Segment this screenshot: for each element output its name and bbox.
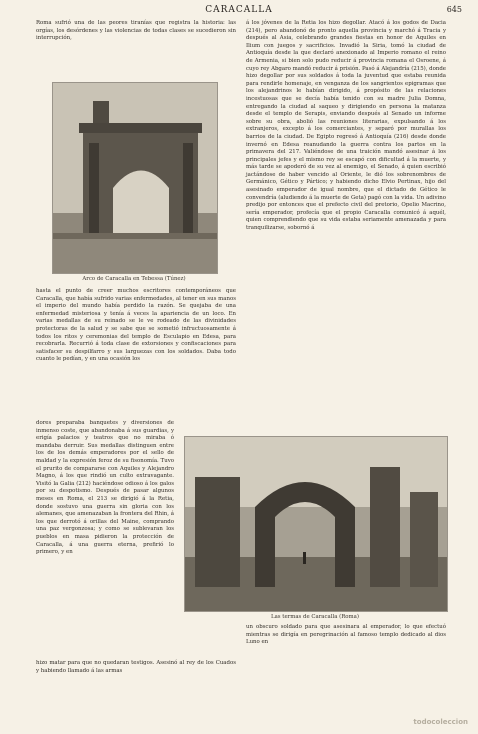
figure-arch-caption: Arco de Caracalla en Tebessa (Túnez) [82, 276, 186, 282]
figure-arch-tebessa [52, 82, 218, 274]
running-header-title: CARACALLA [205, 5, 273, 15]
text-right-top: á los jóvenes de la Retia los hizo degollar. Atacó á los godos de Dacia (214), pero abandonó de pronto aquella provincia y marchó á Tracia y después al Asia, celebrando grandes fiestas en honor de Aquiles en Ilium con juegos y sacrificios. Invadió la Siria, tomó la ciudad de Antioquía desde la que declaró anexionado al Imperio romano el reino de Armenia, si bien solo pudo reducir á provincia romana el Osroene, á cuyo rey Abgaro mandó reducir á prisión. Pasó á Alejandría (215), donde hizo degollar por sus soldados á toda la juventud que estaba reunida para rendirle homenaje, en venganza de los sangrientos epigramas que los alejandrinos le habían dirigido, á propósito de las relaciones incestuosas que se decía había tenido con su madre Julia Domna, entregando la ciudad al saqueo y dirigiendo en persona la matanza desde el templo de Serapis, enviando después al Senado un informe sobre su obra, abolió las reuniones literarias, expulsando á los extranjeros, excepto á los comerciantes, y separó por murallas los barrios de la ciudad. De Egipto regresó á Antioquía (216) desde donde invernó en Edesa reanudando la guerra contra los partos en la primavera del 217. Valiéndose de una traición mandó asesinar á los principales jefes y el mismo rey se escapó con dificultad á la muerte, y más tarde se apoderó de su vez al enemigo, el Senado, á quien escribió jactándose de haber vencido al Oriente, le dió los sobrenombres de Germánico, Gético y Pártico; y habiendo dicho Elvio Pertinax, hijo del asesinado emperador de igual nombre, que el dictado de Gético le convendría (aludiendo á la muerte de Geta) pagó con la vida. Un adivino predijo por entonces que el prefecto civil del pretorio, Opelio Macrino, sería emperador, profecía que el propio Caracalla comunicó á aquél, quien comprendiendo que su vida estaba seriamente amenazada y para tranquilizarse, sobornó á [246, 20, 446, 232]
baths-photo [185, 437, 447, 611]
left-column-bottom [36, 660, 236, 675]
text-left-top: Roma sufrió una de las peores tiranías que registra la historia: las orgías, los desórdenes y las violencias de todas clases se sucedieron sin interrupción, [36, 20, 236, 42]
figure-baths-caracalla [184, 436, 448, 612]
text-right-bottom: un obscuro soldado para que asesinara al emperador, lo que efectuó mientras se dirigía en peregrinación al famoso templo dedicado al dios Luno en [246, 624, 446, 646]
left-column-top [36, 20, 236, 43]
text-left-mid: hasta el punto de creer muchos escritores contemporáneos que Caracalla, que había sufrido varias enfermedades, al tener en sus manos el imperio del mundo había perdido la razón. Se quejaba de una enfermedad misteriosa y tenía á veces la apariencia de un loco. En varias medallas de su reinado se le ve rodeado de las divinidades protectoras de la salud y se sabe que se sometió infructuosamente á todos los ritos y ceremonias del templo de Esculapio en Edesa, para recobrarla. Recurrió á toda clase de extorsiones y confiscaciones para satisfacer su despilfarro y sus larguezas con los soldados. Daba todo cuanto le pedían, y en una ocasión los [36, 288, 236, 363]
left-column-mid [36, 288, 236, 364]
page-number: 645 [446, 5, 462, 14]
right-column-top [246, 20, 446, 233]
text-left-bottom: hizo matar para que no quedaran testigos. Asesinó al rey de los Cuados y habiendo llamado á las armas [36, 660, 236, 674]
figure-baths-caption: Las termas de Caracalla (Roma) [271, 614, 359, 620]
arch-photo [53, 83, 217, 273]
watermark: todocoleccion [413, 718, 468, 726]
right-column-bottom [246, 624, 446, 647]
text-left-low: dores preparaba banquetes y diversiones de inmenso coste, que abandonaba á sus guardias, y erigía palacios y teatros que no miraba ó mandaba derruir. Sus medallas distinguen entre los de los demás emperadores por el sello de maldad y la expresión feroz de su fisonomía. Tuvo el prurito de compararse con Aquiles y Alejandro Magno, á los que rindió un culto extravagante. Visitó la Galia (212) haciéndose odioso á los galos por su despotismo. Después de pasar algunos meses en Roma, el 213 se dirigió á la Retia, donde sostuvo una guerra sin gloria con los alemanes, que amenazaban la frontera del Rhin, á los que derrotó á orillas del Maine, comprando una paz vergonzosa; y como se sublevaran los pueblos en masa pidieron la protección de Caracalla, á una guerra eterna, prefirió lo primero, y en [36, 420, 174, 556]
left-column-low [36, 420, 174, 557]
